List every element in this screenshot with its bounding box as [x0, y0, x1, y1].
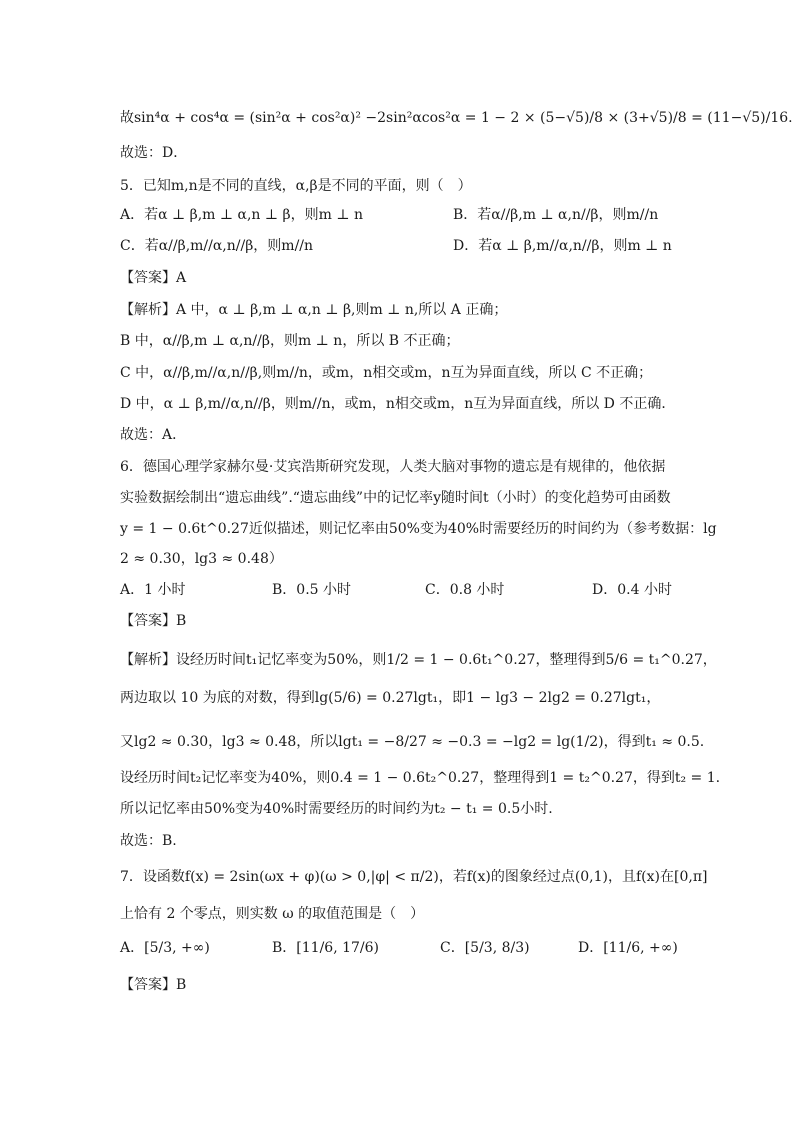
question-7-stem-1: 7．设函数f(x) = 2sin(ωx + φ)(ω > 0,|φ| < π/2)，若f(x)的图象经过点(0,1)，且f(x)在[0,π] — [120, 869, 708, 885]
q5-option-c: C．若α//β,m//α,n//β，则m//n — [120, 238, 314, 254]
q5-analysis-d: D 中，α ⊥ β,m//α,n//β，则m//n，或m，n相交或m，n互为异面直线，所以 D 不正确． — [120, 396, 676, 412]
question-6-stem-3: y = 1 − 0.6t^0.27近似描述，则记忆率由50%变为40%时需要经历的时间约为（参考数据：lg — [120, 521, 717, 537]
q6-analysis-3: 又lg2 ≈ 0.30，lg3 ≈ 0.48，所以lgt₁ = −8/27 ≈ −0.3 = −lg2 = lg(1/2)，得到t₁ ≈ 0.5. — [120, 734, 705, 750]
q6-choice: 故选：B. — [120, 833, 177, 849]
q5-analysis-b: B 中，α//β,m ⊥ α,n//β，则m ⊥ n，所以 B 不正确； — [120, 333, 460, 349]
question-6-stem-4: 2 ≈ 0.30，lg3 ≈ 0.48） — [120, 551, 283, 567]
question-7-stem-2: 上恰有 2 个零点，则实数 ω 的取值范围是（ ） — [120, 906, 425, 922]
q5-analysis-c: C 中，α//β,m//α,n//β,则m//n，或m，n相交或m，n互为异面直线，所以 C 不正确； — [120, 365, 653, 381]
q6-option-c: C．0.8 小时 — [425, 582, 505, 598]
solution-line-formula: 故sin⁴α + cos⁴α = (sin²α + cos²α)² −2sin²αcos²α = 1 − 2 × (5−√5)/8 × (3+√5)/8 = (11−√5)/16. — [120, 110, 793, 126]
question-6-stem-1: 6．德国心理学家赫尔曼·艾宾浩斯研究发现，人类大脑对事物的遗忘是有规律的，他依据 — [120, 459, 666, 475]
q5-option-a: A．若α ⊥ β,m ⊥ α,n ⊥ β，则m ⊥ n — [120, 207, 363, 223]
q6-option-b: B．0.5 小时 — [272, 582, 352, 598]
q5-option-d: D．若α ⊥ β,m//α,n//β，则m ⊥ n — [453, 238, 672, 254]
q6-analysis-5: 所以记忆率由50%变为40%时需要经历的时间约为t₂ − t₁ = 0.5小时. — [120, 801, 553, 817]
question-6-stem-2: 实验数据绘制出“遗忘曲线”.“遗忘曲线”中的记忆率y随时间t（小时）的变化趋势可由函数 — [120, 490, 671, 506]
q6-answer: 【答案】B — [120, 613, 187, 629]
q7-answer: 【答案】B — [120, 977, 187, 993]
q6-analysis-2: 两边取以 10 为底的对数，得到lg(5/6) = 0.27lgt₁，即1 − lg3 − 2lg2 = 0.27lgt₁， — [120, 690, 661, 706]
q6-option-a: A．1 小时 — [120, 582, 186, 598]
q5-option-b: B．若α//β,m ⊥ α,n//β，则m//n — [453, 207, 659, 223]
q6-option-d: D．0.4 小时 — [592, 582, 672, 598]
q7-option-d: D．[11/6, +∞) — [578, 940, 678, 956]
q5-analysis-a: 【解析】A 中，α ⊥ β,m ⊥ α,n ⊥ β,则m ⊥ n,所以 A 正确； — [120, 302, 508, 318]
q6-analysis-1: 【解析】设经历时间t₁记忆率变为50%，则1/2 = 1 − 0.6t₁^0.27，整理得到5/6 = t₁^0.27， — [120, 652, 717, 668]
answer-choice-line: 故选：D． — [120, 145, 188, 161]
q7-option-a: A．[5/3, +∞) — [120, 940, 210, 956]
q7-option-b: B．[11/6, 17/6) — [272, 940, 379, 956]
q7-option-c: C．[5/3, 8/3) — [440, 940, 530, 956]
q5-answer: 【答案】A — [120, 270, 187, 286]
q6-analysis-4: 设经历时间t₂记忆率变为40%，则0.4 = 1 − 0.6t₂^0.27，整理得到1 = t₂^0.27，得到t₂ = 1. — [120, 770, 721, 786]
q5-choice: 故选：A． — [120, 427, 187, 443]
question-5-stem: 5．已知m,n是不同的直线，α,β是不同的平面，则（ ） — [120, 178, 472, 194]
